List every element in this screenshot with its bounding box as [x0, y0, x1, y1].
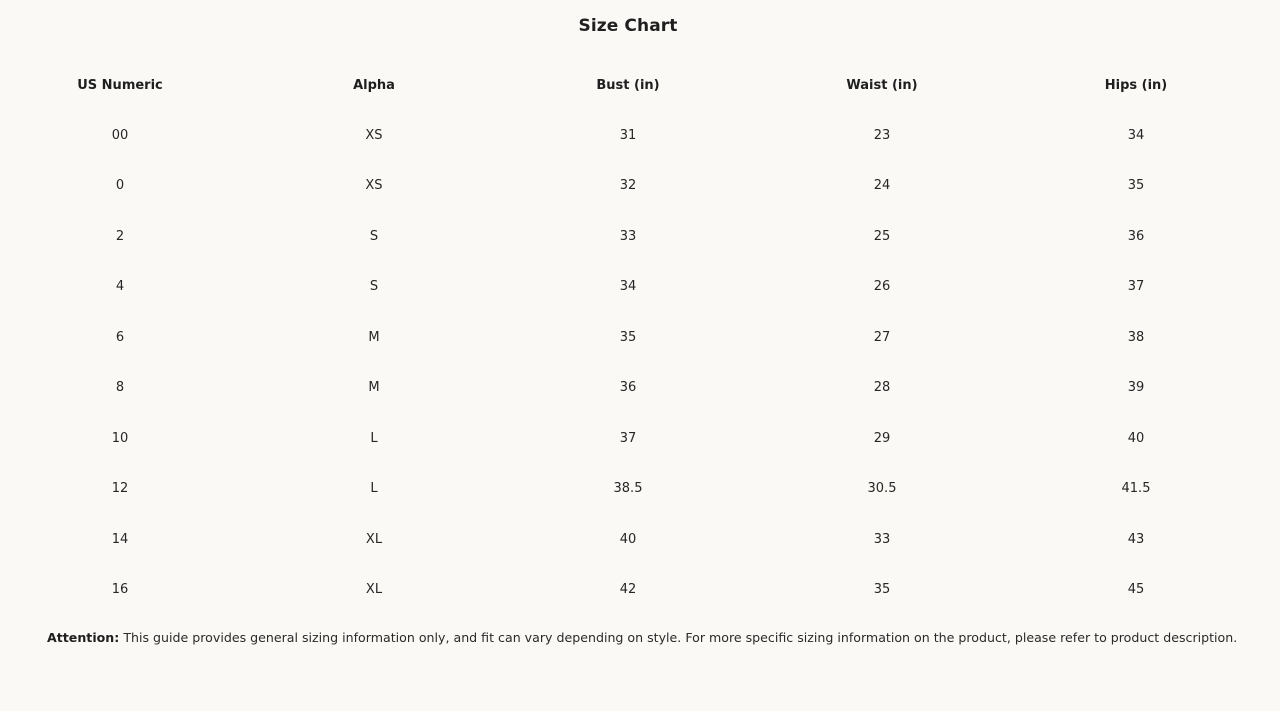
column-header-waist: Waist (in) [846, 77, 918, 93]
cell-hips: 37 [1127, 279, 1145, 295]
cell-alpha: XS [365, 127, 383, 143]
cell-bust: 33 [619, 228, 637, 244]
cell-hips: 38 [1127, 329, 1145, 345]
cell-bust: 31 [619, 127, 637, 143]
column-header-hips: Hips (in) [1104, 77, 1168, 93]
cell-bust: 40 [619, 531, 637, 547]
cell-hips: 40 [1127, 430, 1145, 446]
cell-alpha: XS [365, 178, 383, 194]
table-header-row [0, 60, 1263, 110]
cell-waist: 26 [873, 279, 891, 295]
attention-note [47, 630, 1267, 645]
cell-hips: 36 [1127, 228, 1145, 244]
attention-label: Attention: [47, 630, 120, 645]
cell-waist: 24 [873, 178, 891, 194]
table-row [0, 464, 1263, 515]
cell-bust: 37 [619, 430, 637, 446]
cell-waist: 25 [873, 228, 891, 244]
table-row [0, 312, 1263, 363]
cell-waist: 27 [873, 329, 891, 345]
table-row [0, 514, 1263, 565]
cell-bust: 36 [619, 380, 637, 396]
cell-alpha: L [370, 481, 378, 497]
cell-bust: 42 [619, 582, 637, 598]
size-chart-table [0, 60, 1263, 615]
cell-waist: 35 [873, 582, 891, 598]
column-header-bust: Bust (in) [596, 77, 660, 93]
cell-us-numeric: 10 [111, 430, 129, 446]
cell-alpha: S [369, 228, 379, 244]
cell-bust: 38.5 [613, 481, 643, 497]
cell-hips: 34 [1127, 127, 1145, 143]
cell-us-numeric: 4 [115, 279, 125, 295]
table-row [0, 161, 1263, 212]
cell-alpha: M [368, 329, 380, 345]
cell-alpha: S [369, 279, 379, 295]
column-header-us-numeric: US Numeric [77, 77, 163, 93]
cell-alpha: XL [365, 531, 383, 547]
column-header-alpha: Alpha [353, 77, 395, 93]
attention-text: This guide provides general sizing information only, and fit can vary depending on style. For more specific sizing information on the product, please refer to product description. [123, 630, 1238, 645]
cell-us-numeric: 14 [111, 531, 129, 547]
cell-waist: 33 [873, 531, 891, 547]
cell-waist: 29 [873, 430, 891, 446]
cell-hips: 39 [1127, 380, 1145, 396]
cell-us-numeric: 0 [115, 178, 125, 194]
table-row [0, 565, 1263, 616]
cell-us-numeric: 2 [115, 228, 125, 244]
cell-us-numeric: 00 [111, 127, 129, 143]
cell-hips: 35 [1127, 178, 1145, 194]
cell-us-numeric: 6 [115, 329, 125, 345]
table-row [0, 413, 1263, 464]
cell-us-numeric: 12 [111, 481, 129, 497]
table-row [0, 363, 1263, 414]
cell-bust: 34 [619, 279, 637, 295]
cell-us-numeric: 8 [115, 380, 125, 396]
cell-bust: 32 [619, 178, 637, 194]
cell-alpha: M [368, 380, 380, 396]
cell-hips: 41.5 [1121, 481, 1151, 497]
table-row [0, 110, 1263, 161]
cell-hips: 45 [1127, 582, 1145, 598]
page-title: Size Chart [578, 16, 678, 36]
cell-us-numeric: 16 [111, 582, 129, 598]
table-row [0, 211, 1263, 262]
table-row [0, 262, 1263, 313]
cell-alpha: XL [365, 582, 383, 598]
cell-bust: 35 [619, 329, 637, 345]
cell-waist: 28 [873, 380, 891, 396]
cell-hips: 43 [1127, 531, 1145, 547]
cell-alpha: L [370, 430, 378, 446]
cell-waist: 30.5 [867, 481, 897, 497]
cell-waist: 23 [873, 127, 891, 143]
